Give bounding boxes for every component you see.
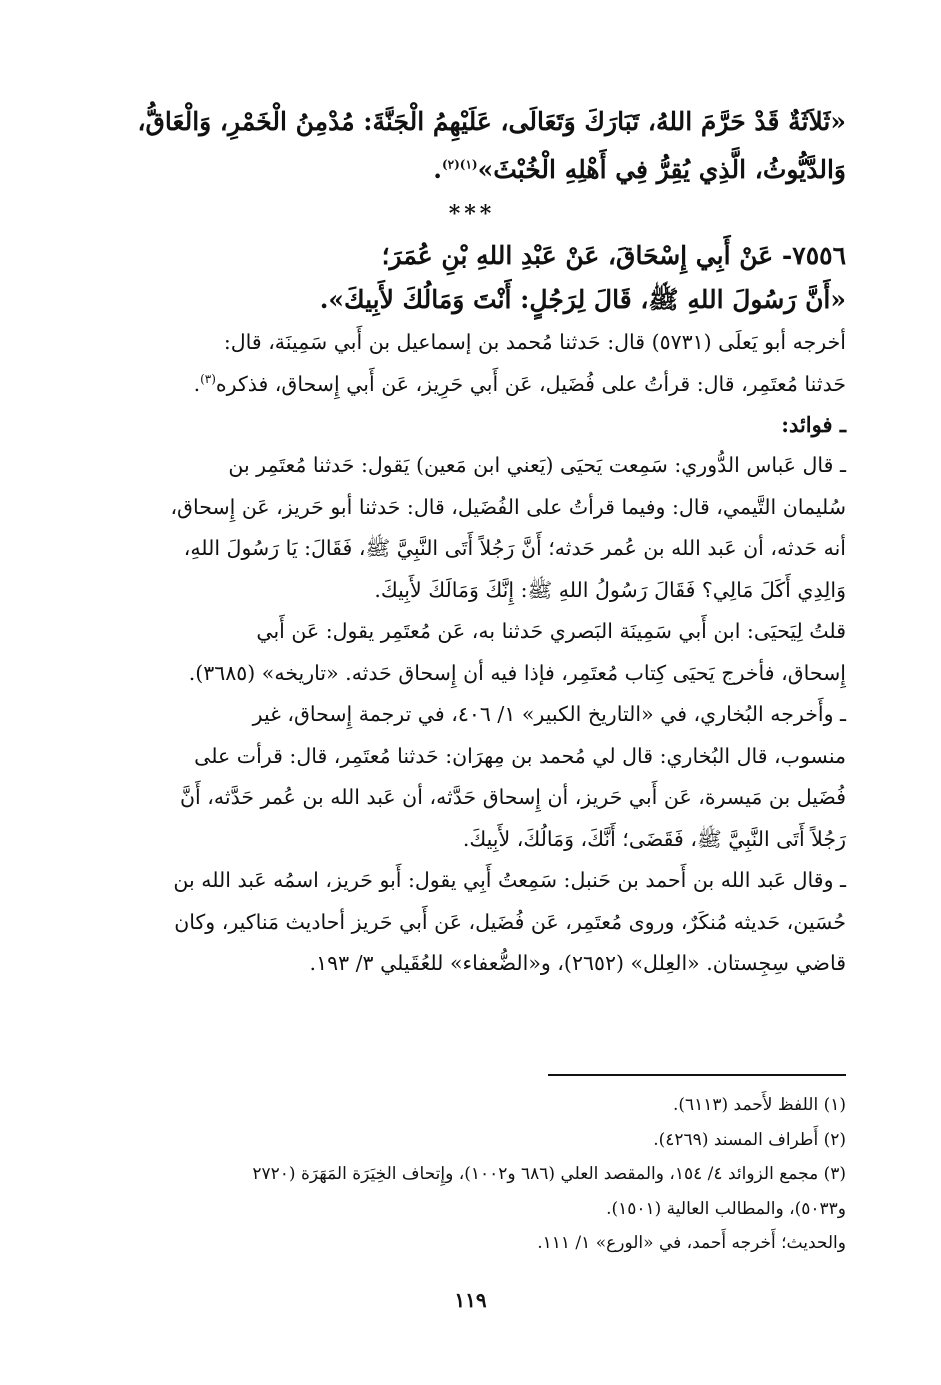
benefits-paragraph-2	[98, 611, 846, 694]
benefits-p1-line-3: أنه حَدثه، أن عَبد الله بن عُمر حَدثه؛ أَنَّ رَجُلاً أَتَى النَّبِيَّ ﷺ، فَقَالَ: يَا رَسُولَ اللهِ،	[183, 536, 846, 560]
footnote-3-line-2: و٥٠٣٣)، والمطالب العالية (١٥٠١).	[606, 1198, 846, 1219]
footnote-2: (٢) أَطراف المسند (٤٢٦٩).	[653, 1129, 846, 1150]
hadith-text-line-2	[98, 146, 846, 194]
footnote-ref-1-2: (١)(٢)	[441, 157, 478, 172]
footnote-3-line-1: (٣) مجمع الزوائد ٤/ ١٥٤، والمقصد العلي (٦٨٦ و١٠٠٢)، وإِتحاف الخِيَرَة المَهَرَة (٢٧٢٠	[252, 1164, 846, 1184]
benefits-p2-line-1: قلتُ لِيَحيَى: ابن أَبي سَمِينَة البَصري حَدثنا به، عَن مُعتَمِر يقول: عَن أَبي	[256, 619, 846, 643]
hadith-7556-matn: «أَنَّ رَسُولَ اللهِ ﷺ، قَالَ لِرَجُلٍ: أَنْتَ وَمَالُكَ لأَبِيكَ».	[319, 285, 846, 314]
benefits-p4-line-3: قاضي سِجِستان. «العِلل» (٢٦٥٢)، و«الضُّعفاء» للعُقَيلي ٣/ ١٩٣.	[309, 951, 846, 975]
benefits-p4-line-2: حُسَين، حَديثه مُنكَرٌ، وروى مُعتَمِر، عَن فُضَيل، عَن أَبي حَريز أحاديث مَناكير، وكان	[174, 909, 846, 934]
hadith-text-line-2-end: .	[433, 155, 442, 184]
benefits-p4-line-1: ـ وقال عَبد الله بن أَحمد بن حَنبل: سَمِعتُ أَبِي يقول: أَبو حَريز، اسمُه عَبد الله بن	[173, 868, 846, 892]
page-number: ١١٩	[454, 1288, 487, 1312]
section-separator: ***	[448, 201, 496, 227]
takhrij-line-2	[98, 364, 846, 406]
takhrij-line-2-body: حَدثنا مُعتَمِر، قال: قرأتُ على فُضَيل، عَن أَبي حَرِيز، عَن أَبي إِسحاق، فذكره	[215, 371, 846, 396]
benefits-p1-line-1: ـ قال عَباس الدُّوري: سَمِعت يَحيَى (يَعني ابن مَعين) يَقول: حَدثنا مُعتَمِر بن	[228, 453, 846, 477]
takhrij-paragraph	[98, 322, 846, 405]
benefits-p1-line-2: سُليمان التَّيمي، قال: وفيما قرأتُ على الفُضَيل، قال: حَدثنا أبو حَريز، عَن إِسحاق،	[170, 494, 846, 519]
benefits-paragraph-4	[98, 860, 846, 985]
hadith-text-line-1: «ثَلاَثَةٌ قَدْ حَرَّمَ اللهُ، تَبَارَكَ وَتَعَالَى، عَلَيْهِمُ الْجَنَّةَ: مُدْمِنُ الْخَمْرِ، وَالْعَاقُّ،	[137, 107, 846, 136]
benefits-paragraph-1	[98, 445, 846, 611]
benefits-paragraph-3	[98, 694, 846, 860]
benefits-p3-line-3: فُضَيل بن مَيسرة، عَن أَبي حَريز، أن إِسحاق حَدَّثه، أن عَبد الله بن عُمر حَدَّثه، أَنَّ	[179, 785, 846, 809]
footnote-1: (١) اللفظ لأَحمد (٦١١٣).	[672, 1095, 846, 1115]
benefits-p3-line-4: رَجُلاً أَتَى النَّبِيَّ ﷺ، فَقَضَى؛ أَنَّكَ، وَمَالُكَ، لأَبِيكَ.	[462, 826, 846, 851]
benefits-p3-line-1: ـ وأَخرجه البُخاري، في «التاريخ الكبير» ١/ ٤٠٦، في ترجمة إِسحاق، غير	[252, 702, 846, 726]
footnote-3-line-3: والحديث؛ أَخرجه أَحمد، في «الورع» ١/ ١١١.	[537, 1233, 846, 1253]
hadith-7556-isnad: ٧٥٥٦- عَنْ أَبِي إِسْحَاقَ، عَنْ عَبْدِ اللهِ بْنِ عُمَرَ؛	[381, 241, 846, 270]
benefits-heading: ـ فوائد:	[781, 412, 846, 437]
benefits-p3-line-2: منسوب، قال البُخاري: قال لي مُحمد بن مِهرَان: حَدثنا مُعتَمِر، قال: قرأت على	[194, 743, 846, 768]
footnote-ref-3: (٣)	[200, 371, 216, 386]
takhrij-line-1: أخرجه أبو يَعلَى (٥٧٣١) قال: حَدثنا مُحمد بن إسماعيل بن أَبي سَمِينَة، قال:	[223, 330, 846, 354]
hadith-text-line-2-body: وَالدَّيُّوثُ، الَّذِي يُقِرُّ فِي أَهْلِهِ الْخُبْثَ»	[477, 155, 846, 184]
footnote-divider	[548, 1074, 846, 1076]
main-text	[98, 98, 846, 985]
takhrij-line-2-end: .	[193, 371, 201, 396]
benefits-p2-line-2: إِسحاق، فأخرج يَحيَى كِتاب مُعتَمِر، فإذا فيه أن إِسحاق حَدثه. «تاريخه» (٣٦٨٥).	[188, 660, 846, 685]
footnotes	[98, 1088, 846, 1261]
benefits-p1-line-4: وَالِدِي أَكَلَ مَالِي؟ فَقَالَ رَسُولُ اللهِ ﷺ: إِنَّكَ وَمَالَكَ لأَبِيكَ.	[374, 577, 846, 602]
